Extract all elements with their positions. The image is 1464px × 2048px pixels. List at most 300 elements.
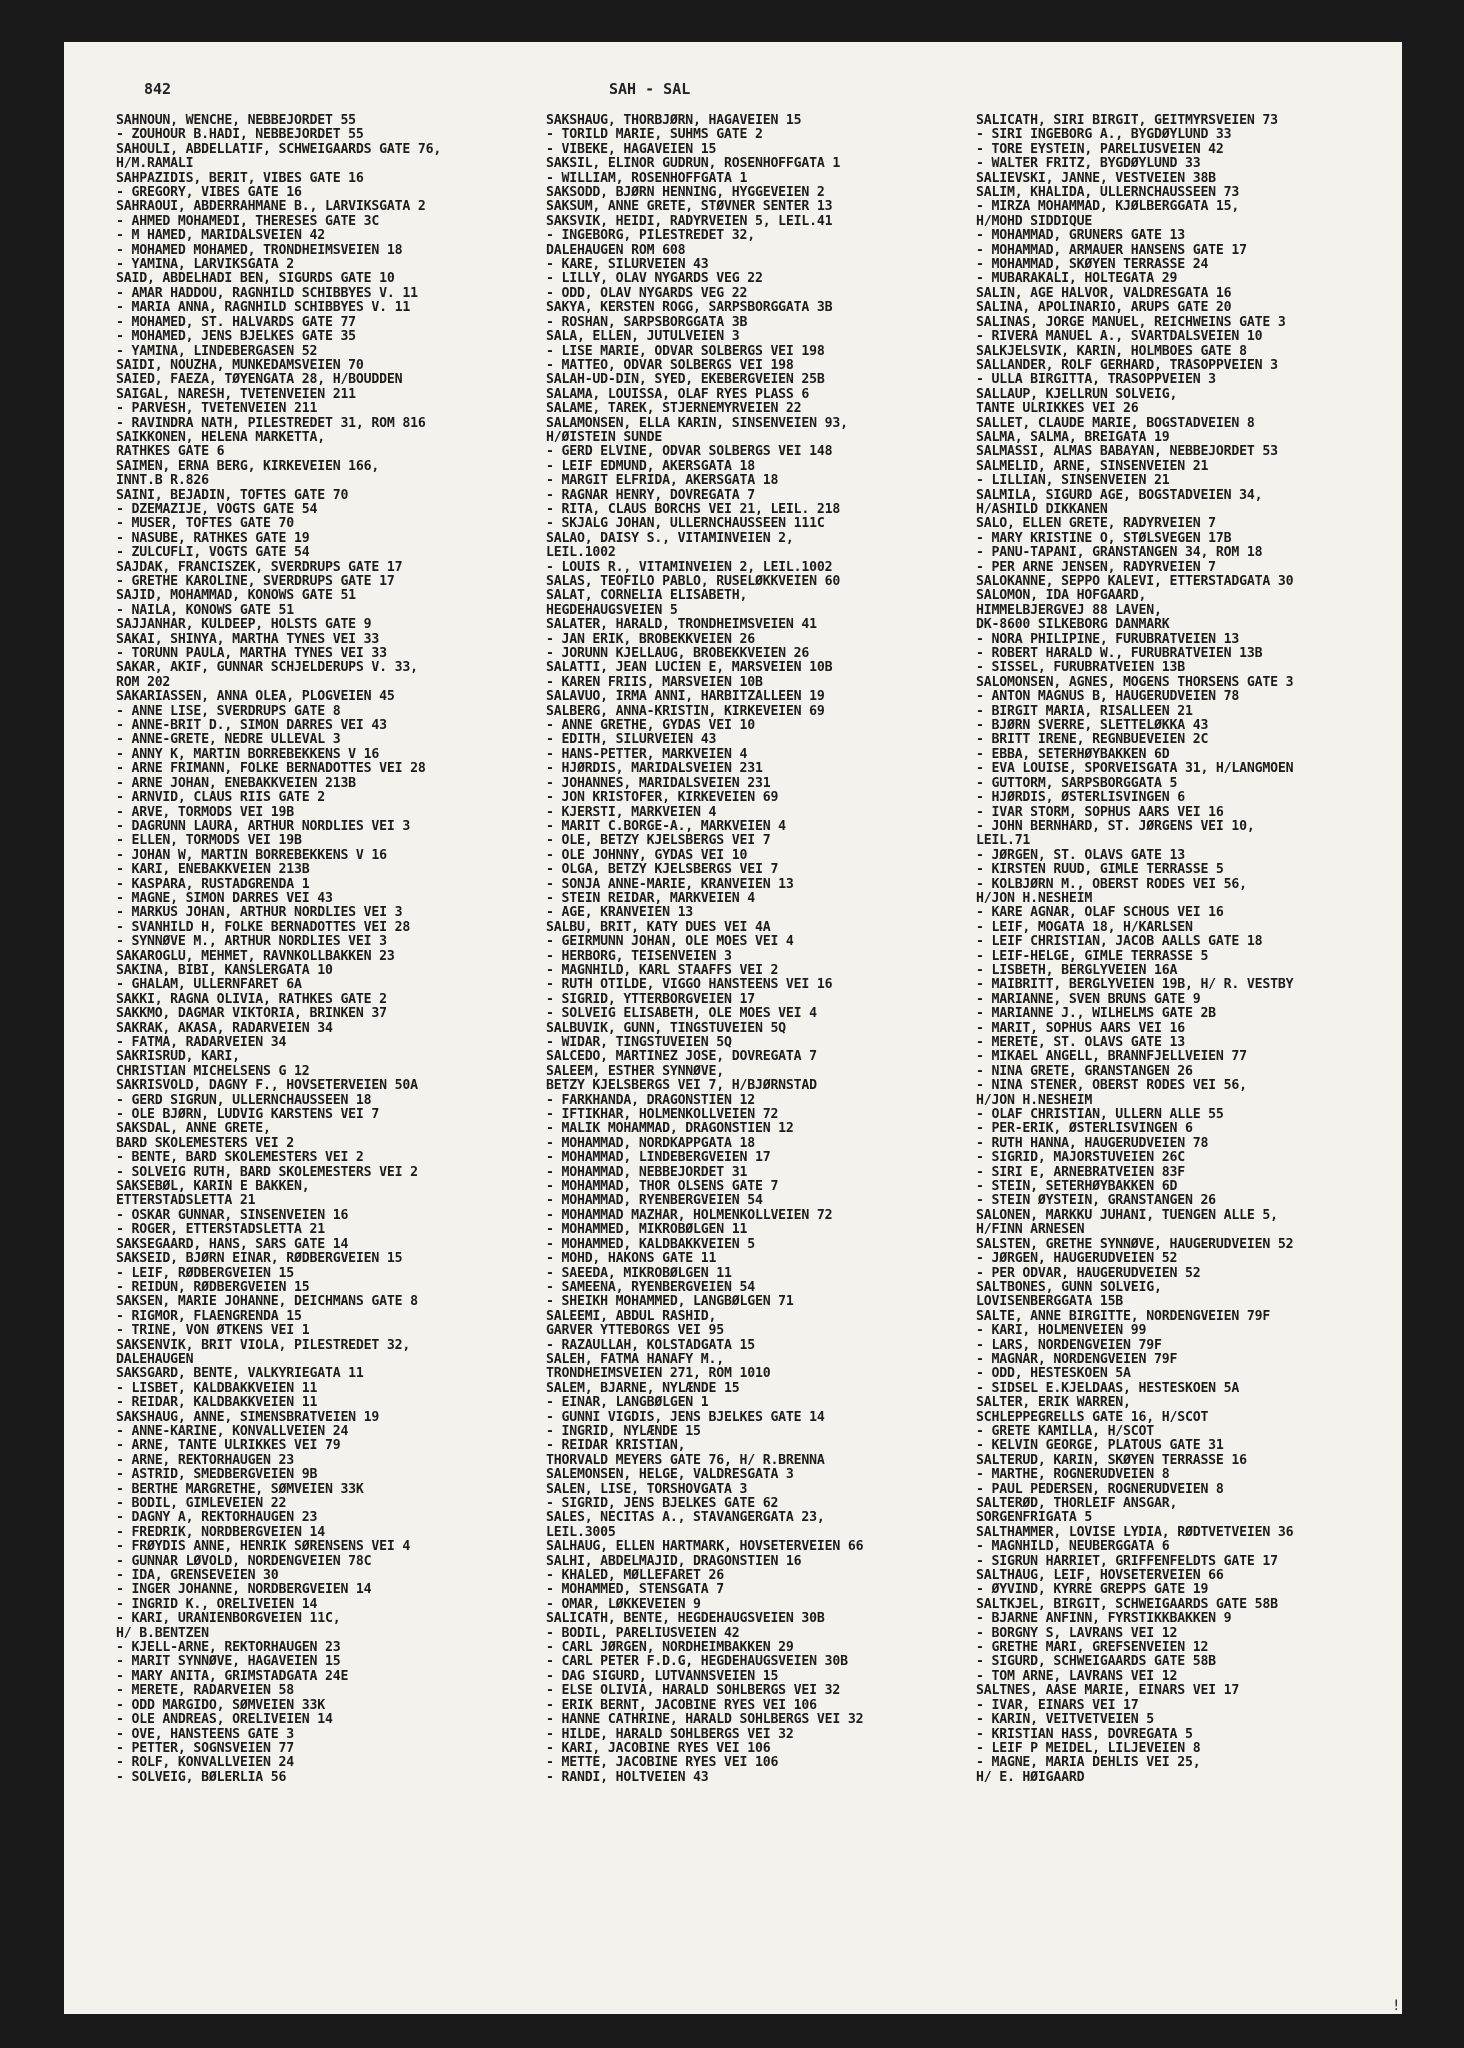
directory-entry: - REIDAR KRISTIAN, bbox=[546, 1439, 686, 1454]
directory-entry: SALMA, SALMA, BREIGATA 19 bbox=[976, 430, 1170, 445]
directory-entry: - GUNNAR LØVOLD, NORDENGVEIEN 78C bbox=[116, 1554, 372, 1569]
directory-entry: SAKAROGLU, MEHMET, RAVNKOLLBAKKEN 23 bbox=[116, 949, 395, 964]
directory-entry: H/FINN ARNESEN bbox=[976, 1223, 1085, 1238]
directory-entry: - NAILA, KONOWS GATE 51 bbox=[116, 603, 295, 618]
directory-entry: - KÅRE AGNAR, OLAF SCHOUS VEI 16 bbox=[976, 906, 1224, 921]
directory-entry: - KJERSTI, MARKVEIEN 4 bbox=[546, 805, 717, 820]
directory-entry: - MATTEO, ODVAR SOLBERGS VEI 198 bbox=[546, 358, 794, 373]
directory-entry: - ANNE LISE, SVERDRUPS GATE 8 bbox=[116, 704, 341, 719]
directory-entry: - SOLVEIG ELISABETH, OLE MOES VEI 4 bbox=[546, 1007, 817, 1022]
directory-entry: - SOLVEIG, BØLERLIA 56 bbox=[116, 1770, 287, 1785]
directory-entry: - MARGIT ELFRIDA, AKERSGATA 18 bbox=[546, 474, 779, 489]
directory-entry: SAIDI, NOUZHA, MUNKEDAMSVEIEN 70 bbox=[116, 358, 364, 373]
directory-entry: SALTBONES, GUNN SOLVEIG, bbox=[976, 1280, 1162, 1295]
directory-entry: H/JON H.NESHEIM bbox=[976, 891, 1093, 906]
directory-entry: - RIVERA MANUEL A., SVARTDALSVEIEN 10 bbox=[976, 330, 1263, 345]
directory-entry: - LEIF P MEIDEL, LILJEVEIEN 8 bbox=[976, 1741, 1201, 1756]
directory-entry: - SYNNØVE M., ARTHUR NORDLIES VEI 3 bbox=[116, 935, 387, 950]
directory-entry: - JØRGEN, HAUGERUDVEIEN 52 bbox=[976, 1252, 1178, 1267]
directory-entry: SAKSEGAARD, HANS, SARS GATE 14 bbox=[116, 1237, 349, 1252]
directory-entry: - NINA GRETE, GRANSTANGEN 26 bbox=[976, 1064, 1193, 1079]
directory-entry: - MOHD, HÅKONS GATE 11 bbox=[546, 1252, 717, 1267]
directory-page bbox=[64, 42, 1402, 2014]
directory-entry: SALBUVIK, GUNN, TINGSTUVEIEN 5Q bbox=[546, 1021, 786, 1036]
directory-entry: - IDA, GRENSEVEIEN 30 bbox=[116, 1569, 279, 1584]
directory-entry: - MOHAMMAD, SKØYEN TERRASSE 24 bbox=[976, 258, 1209, 273]
directory-entry: - NINA STENER, OBERST RODES VEI 56, bbox=[976, 1079, 1247, 1094]
directory-entry: LEIL.71 bbox=[976, 834, 1031, 849]
directory-entry: SALLANDER, ROLF GERHARD, TRASOPPVEIEN 3 bbox=[976, 358, 1278, 373]
directory-entry: SALMELID, ARNE, SINSENVEIEN 21 bbox=[976, 459, 1209, 474]
directory-entry: - MOHAMMAD, GRÜNERS GATE 13 bbox=[976, 229, 1185, 244]
directory-entry: - SIGURD, SCHWEIGAARDS GATE 58B bbox=[976, 1655, 1216, 1670]
directory-entry: - SKJALG JOHAN, ULLERNCHAUSSEEN 111C bbox=[546, 517, 825, 532]
directory-entry: - MARIT, SOPHUS AARS VEI 16 bbox=[976, 1021, 1185, 1036]
directory-entry: - INGRID, NYLÆNDE 15 bbox=[546, 1424, 701, 1439]
directory-entry: - MERETE, ST. OLAVS GATE 13 bbox=[976, 1036, 1185, 1050]
directory-entry: - FREDRIK, NORDBERGVEIEN 14 bbox=[116, 1525, 325, 1540]
directory-entry: - RANDI, HOLTVEIEN 43 bbox=[546, 1770, 709, 1785]
directory-entry: SAKSVIK, HEIDI, RADYRVEIEN 5, LEIL.41 bbox=[546, 214, 833, 229]
directory-entry: SAKSEID, BJØRN EINAR, RØDBERGVEIEN 15 bbox=[116, 1252, 403, 1267]
directory-entry: - MOHAMMAD, RYENBERGVEIEN 54 bbox=[546, 1194, 763, 1209]
directory-column-1 bbox=[116, 114, 534, 1785]
directory-entry: SALEEMI, ABDUL RASHID, bbox=[546, 1309, 717, 1324]
directory-entry: SALINA, APOLINARIO, ARUPS GATE 20 bbox=[976, 301, 1232, 316]
directory-entry: - IVAR, EINARS VEI 17 bbox=[976, 1698, 1139, 1713]
directory-entry: - FRØYDIS ANNE, HENRIK SØRENSENS VEI 4 bbox=[116, 1540, 411, 1555]
directory-entry: SAIED, FAEZA, TØYENGATA 28, H/BOUDDEN bbox=[116, 373, 403, 388]
directory-entry: HEGDEHAUGSVEIEN 5 bbox=[546, 603, 678, 618]
directory-entry: SAIGAL, NARESH, TVETENVEIEN 211 bbox=[116, 387, 356, 402]
directory-entry: - BJARNE ANFINN, FYRSTIKKBAKKEN 9 bbox=[976, 1612, 1232, 1627]
directory-entry: - HANNE CATHRINE, HARALD SOHLBERGS VEI 32 bbox=[546, 1713, 864, 1728]
directory-entry: SALHI, ABDELMAJID, DRAGONSTIEN 16 bbox=[546, 1554, 802, 1569]
directory-entry: - SAMEENA, RYENBERGVEIEN 54 bbox=[546, 1280, 755, 1295]
directory-entry: - REIDUN, RØDBERGVEIEN 15 bbox=[116, 1280, 310, 1295]
directory-entry: - ANNE GRETHE, GYDAS VEI 10 bbox=[546, 719, 755, 734]
directory-entry: - M HAMED, MARIDALSVEIEN 42 bbox=[116, 229, 325, 244]
directory-entry: - LOUIS R., VITAMINVEIEN 2, LEIL.1002 bbox=[546, 560, 833, 575]
directory-entry: SALTHAMMER, LOVISE LYDIA, RØDTVETVEIEN 36 bbox=[976, 1525, 1294, 1540]
directory-entry: - BIRGIT MARIA, RISALLEEN 21 bbox=[976, 704, 1193, 719]
directory-entry: - GERD SIGRUN, ULLERNCHAUSSEEN 18 bbox=[116, 1093, 372, 1108]
directory-entry: SAKRISRUD, KARI, bbox=[116, 1050, 240, 1065]
directory-entry: SALONEN, MARKKU JUHANI, TUENGEN ALLE 5, bbox=[976, 1208, 1278, 1223]
directory-entry: - MARIANNE, SVEN BRUNS GATE 9 bbox=[976, 992, 1201, 1007]
directory-entry: SALES, NECITAS A., STAVANGERGATA 23, bbox=[546, 1511, 825, 1526]
directory-entry: SALTE, ANNE BIRGITTE, NORDENGVEIEN 79F bbox=[976, 1309, 1271, 1324]
directory-entry: - ZOUHOUR B.HADI, NEBBEJORDET 55 bbox=[116, 128, 364, 143]
directory-entry: - KELVIN GEORGE, PLATOUS GATE 31 bbox=[976, 1439, 1224, 1454]
directory-entry: SAID, ABDELHADI BEN, SIGURDS GATE 10 bbox=[116, 272, 395, 287]
directory-entry: SAKAI, SHINYA, MARTHA TYNES VEI 33 bbox=[116, 632, 380, 647]
directory-entry: SALLET, CLAUDE MARIE, BOGSTADVEIEN 8 bbox=[976, 416, 1255, 431]
directory-entry: SAKSGÅRD, BENTE, VALKYRIEGATA 11 bbox=[116, 1367, 364, 1382]
directory-entry: - MALIK MOHAMMAD, DRAGONSTIEN 12 bbox=[546, 1122, 794, 1137]
directory-entry: - LILLIAN, SINSENVEIEN 21 bbox=[976, 474, 1170, 489]
directory-entry: SALTKJEL, BIRGIT, SCHWEIGAARDS GATE 58B bbox=[976, 1597, 1278, 1612]
directory-entry: - OLGA, BETZY KJELSBERGS VEI 7 bbox=[546, 863, 779, 878]
directory-entry: - PER ODVAR, HAUGERUDVEIEN 52 bbox=[976, 1266, 1201, 1281]
directory-entry: CHRISTIAN MICHELSENS G 12 bbox=[116, 1064, 310, 1079]
directory-entry: SALMILA, SIGURD ÅGE, BOGSTADVEIEN 34, bbox=[976, 488, 1263, 503]
directory-entry: ETTERSTADSLETTA 21 bbox=[116, 1194, 256, 1209]
directory-entry: - MIKAEL ANGELL, BRANNFJELLVEIEN 77 bbox=[976, 1050, 1247, 1065]
directory-entry: - ØYVIND, KYRRE GREPPS GATE 19 bbox=[976, 1583, 1209, 1598]
directory-entry: SALEH, FATMA HANAFY M., bbox=[546, 1352, 725, 1367]
directory-entry: SAKSHAUG, ANNE, SIMENSBRÅTVEIEN 19 bbox=[116, 1410, 380, 1425]
directory-entry: - PAUL PEDERSEN, ROGNERUDVEIEN 8 bbox=[976, 1482, 1224, 1497]
directory-entry: - GUTTORM, SARPSBORGGATA 5 bbox=[976, 776, 1178, 791]
directory-entry: - HANS-PETTER, MARKVEIEN 4 bbox=[546, 747, 748, 762]
directory-entry: - MAGNHILD, NEUBERGGATA 6 bbox=[976, 1540, 1170, 1555]
directory-entry: - GEIRMUNN JOHAN, OLE MOES VEI 4 bbox=[546, 935, 794, 950]
directory-entry: SALSTEN, GRETHE SYNNØVE, HAUGERUDVEIEN 52 bbox=[976, 1237, 1294, 1252]
directory-entry: - JORUNN KJELLAUG, BROBEKKVEIEN 26 bbox=[546, 647, 810, 662]
directory-entry: - HERBORG, TEISENVEIEN 3 bbox=[546, 949, 732, 964]
directory-entry: - LEIF CHRISTIAN, JACOB AALLS GATE 18 bbox=[976, 935, 1263, 950]
directory-entry: - WALTER FRITZ, BYGDØYLUND 33 bbox=[976, 157, 1201, 172]
directory-entry: SAKARIASSEN, ANNA OLEA, PLOGVEIEN 45 bbox=[116, 690, 395, 705]
directory-entry: SALAME, TAREK, STJERNEMYRVEIEN 22 bbox=[546, 402, 802, 417]
directory-entry: SALBERG, ANNA-KRISTIN, KIRKEVEIEN 69 bbox=[546, 704, 825, 719]
directory-column-3 bbox=[976, 114, 1394, 1785]
directory-entry: SAKKMO, DAGMAR VIKTORIA, BRINKEN 37 bbox=[116, 1007, 387, 1022]
directory-entry: - BODIL, PARELIUSVEIEN 42 bbox=[546, 1626, 740, 1641]
directory-entry: - ZULCUFLI, VOGTS GATE 54 bbox=[116, 546, 310, 561]
directory-entry: - IFTIKHAR, HOLMENKOLLVEIEN 72 bbox=[546, 1108, 779, 1123]
directory-entry: - HJØRDIS, MARIDALSVEIEN 231 bbox=[546, 762, 763, 777]
directory-entry: - JOHN BERNHARD, ST. JØRGENS VEI 10, bbox=[976, 819, 1255, 834]
directory-entry: - MOHAMMAD, LINDEBERGVEIEN 17 bbox=[546, 1151, 771, 1166]
directory-entry: - KJELL-ARNE, REKTORHAUGEN 23 bbox=[116, 1641, 341, 1656]
directory-entry: - DZEMAZIJE, VOGTS GATE 54 bbox=[116, 502, 318, 517]
directory-entry: DALEHAUGEN ROM 608 bbox=[546, 243, 686, 258]
directory-entry: SALTNES, AASE MARIE, EINARS VEI 17 bbox=[976, 1684, 1240, 1699]
directory-entry: - ASTRID, SMEDBERGVEIEN 9B bbox=[116, 1468, 318, 1483]
directory-entry: SALIEVSKI, JANNE, VESTVEIEN 38B bbox=[976, 171, 1216, 186]
directory-entry: SALIN, ÅGE HALVOR, VALDRESGATA 16 bbox=[976, 286, 1232, 301]
directory-entry: - TORILD MARIE, SUHMS GATE 2 bbox=[546, 128, 763, 143]
directory-entry: - KOLBJØRN M., OBERST RODES VEI 56, bbox=[976, 877, 1247, 892]
directory-entry: H/ØISTEIN SUNDE bbox=[546, 430, 663, 445]
directory-entry: SALBU, BRIT, KATY DUES VEI 4A bbox=[546, 920, 771, 935]
directory-entry: SORGENFRIGATA 5 bbox=[976, 1511, 1093, 1526]
directory-entry: - TOM ARNE, LAVRANS VEI 12 bbox=[976, 1669, 1178, 1684]
directory-entry: - ANNY K, MARTIN BORREBEKKENS V 16 bbox=[116, 747, 380, 762]
directory-entry: - ROGER, ETTERSTADSLETTA 21 bbox=[116, 1223, 325, 1238]
directory-entry: SAKINA, BIBI, KANSLERGATA 10 bbox=[116, 963, 333, 978]
directory-entry: - NASUBE, RATHKES GATE 19 bbox=[116, 531, 310, 546]
directory-entry: SCHLEPPEGRELLS GATE 16, H/SCOT bbox=[976, 1410, 1209, 1425]
directory-entry: - PETTER, SOGNSVEIEN 77 bbox=[116, 1741, 295, 1756]
directory-entry: SALHAUG, ELLEN HARTMARK, HOVSETERVEIEN 66 bbox=[546, 1540, 864, 1555]
directory-entry: - GUNNI VIGDIS, JENS BJELKES GATE 14 bbox=[546, 1410, 825, 1425]
directory-entry: - MOHAMMAD MAZHAR, HOLMENKOLLVEIEN 72 bbox=[546, 1208, 833, 1223]
directory-entry: SALOMON, IDA HOFGAARD, bbox=[976, 589, 1147, 604]
directory-entry: - RAVINDRA NATH, PILESTREDET 31, ROM 816 bbox=[116, 416, 426, 431]
directory-entry: - OLE, BETZY KJELSBERGS VEI 7 bbox=[546, 834, 771, 849]
directory-entry: TRONDHEIMSVEIEN 271, ROM 1010 bbox=[546, 1367, 771, 1382]
directory-entry: - CARL PETER F.D.G, HEGDEHAUGSVEIEN 30B bbox=[546, 1655, 848, 1670]
directory-entry: - MOHAMED, ST. HALVARDS GATE 77 bbox=[116, 315, 356, 330]
directory-entry: - MARIT SYNNØVE, HAGAVEIEN 15 bbox=[116, 1655, 341, 1670]
directory-entry: H/ E. HØIGAARD bbox=[976, 1770, 1085, 1785]
directory-entry: - ARVE, TORMODS VEI 19B bbox=[116, 805, 295, 820]
directory-entry: - ARNE JOHAN, ENEBAKKVEIEN 213B bbox=[116, 776, 356, 791]
directory-entry: - OLE BJØRN, LUDVIG KARSTENS VEI 7 bbox=[116, 1108, 380, 1123]
directory-entry: - INGRID K., ORELIVEIEN 14 bbox=[116, 1597, 318, 1612]
directory-entry: - MAIBRITT, BERGLYVEIEN 19B, H/ R. VESTBY bbox=[976, 978, 1294, 993]
directory-entry: SALKJELSVIK, KARIN, HOLMBOES GATE 8 bbox=[976, 344, 1247, 359]
directory-entry: SALEM, BJARNE, NYLÆNDE 15 bbox=[546, 1381, 740, 1396]
directory-entry: SAKRAK, AKASA, RADARVEIEN 34 bbox=[116, 1021, 333, 1036]
directory-entry: - ÅGE, KRANVEIEN 13 bbox=[546, 906, 694, 921]
directory-entry: - SIGRUN HARRIET, GRIFFENFELDTS GATE 17 bbox=[976, 1554, 1278, 1569]
directory-entry: - OMAR, LØKKEVEIEN 9 bbox=[546, 1597, 701, 1612]
directory-entry: - AMAR HADDOU, RAGNHILD SCHIBBYES V. 11 bbox=[116, 286, 418, 301]
directory-entry: SALA, ELLEN, JUTULVEIEN 3 bbox=[546, 330, 740, 345]
directory-entry: - OLAF CHRISTIAN, ULLERN ALLE 55 bbox=[976, 1108, 1224, 1123]
directory-entry: - HJØRDIS, ØSTERLISVINGEN 6 bbox=[976, 791, 1185, 806]
directory-entry: - ELSE OLIVIA, HARALD SOHLBERGS VEI 32 bbox=[546, 1684, 841, 1699]
directory-entry: - KARI, JACOBINE RYES VEI 106 bbox=[546, 1741, 771, 1756]
directory-entry: - PANU-TAPANI, GRANSTANGEN 34, ROM 18 bbox=[976, 546, 1263, 561]
directory-entry: SAKSDAL, ANNE GRETE, bbox=[116, 1122, 271, 1137]
directory-entry: - LEIF EDMUND, AKERSGATA 18 bbox=[546, 459, 755, 474]
directory-entry: LEIL.1002 bbox=[546, 546, 616, 561]
directory-entry: SALAH-UD-DIN, SYED, EKEBERGVEIEN 25B bbox=[546, 373, 825, 388]
directory-entry: - INGEBORG, PILESTREDET 32, bbox=[546, 229, 755, 244]
directory-entry: - MAGNHILD, KARL STAAFFS VEI 2 bbox=[546, 963, 779, 978]
directory-entry: HIMMELBJERGVEJ 88 LAVEN, bbox=[976, 603, 1162, 618]
directory-entry: SALEMONSEN, HELGE, VALDRESGATA 3 bbox=[546, 1468, 794, 1483]
directory-entry: SAINI, BEJADIN, TOFTES GATE 70 bbox=[116, 488, 349, 503]
directory-entry: - SHEIKH MOHAMMED, LANGBØLGEN 71 bbox=[546, 1295, 794, 1310]
page-range-heading: SAH - SAL bbox=[609, 80, 691, 98]
directory-entry: THORVALD MEYERS GATE 76, H/ R.BRENNA bbox=[546, 1453, 825, 1468]
directory-entry: - MOHAMMED, KALDBAKKVEIEN 5 bbox=[546, 1237, 755, 1252]
directory-entry: LOVISENBERGGATA 15B bbox=[976, 1295, 1124, 1310]
directory-entry: - ANNE-GRETE, NEDRE ULLEVAL 3 bbox=[116, 733, 341, 748]
directory-entry: - MARIA ANNA, RAGNHILD SCHIBBYES V. 11 bbox=[116, 301, 411, 316]
directory-entry: SAKKI, RAGNA OLIVIA, RATHKES GATE 2 bbox=[116, 992, 387, 1007]
directory-entry: SAKRISVOLD, DAGNY F., HOVSETERVEIEN 50A bbox=[116, 1079, 418, 1094]
directory-entry: - INGER JOHANNE, NORDBERGVEIEN 14 bbox=[116, 1583, 372, 1598]
directory-entry: SALAS, TEÓFILO PABLO, RUSELØKKVEIEN 60 bbox=[546, 575, 841, 589]
directory-entry: - BERTHE MARGRETHE, SØMVEIEN 33K bbox=[116, 1482, 364, 1497]
directory-entry: - METTE, JACOBINE RYES VEI 106 bbox=[546, 1756, 779, 1771]
directory-entry: - BODIL, GIMLEVEIEN 22 bbox=[116, 1497, 287, 1511]
directory-entry: SALCEDO, MARTINEZ JOSE, DOVREGATA 7 bbox=[546, 1050, 817, 1065]
directory-entry: - MOHAMMED, STENSGATA 7 bbox=[546, 1583, 725, 1598]
directory-entry: - ULLA BIRGITTA, TRASOPPVEIEN 3 bbox=[976, 373, 1216, 388]
directory-entry: SAHNOUN, WENCHE, NEBBEJORDET 55 bbox=[116, 114, 356, 128]
directory-entry: - LISBETH, BERGLYVEIEN 16A bbox=[976, 963, 1178, 978]
directory-entry: - RAZAULLAH, KOLSTADGATA 15 bbox=[546, 1338, 755, 1353]
directory-entry: DK-8600 SILKEBORG DANMARK bbox=[976, 618, 1170, 633]
directory-entry: - STEIN REIDAR, MARKVEIEN 4 bbox=[546, 891, 755, 906]
directory-entry: - MOHAMMED, MIKROBØLGEN 11 bbox=[546, 1223, 748, 1238]
directory-entry: - SISSEL, FURUBRÅTVEIEN 13B bbox=[976, 661, 1185, 676]
directory-entry: - BRITT IRENE, REGNBUEVEIEN 2C bbox=[976, 733, 1209, 748]
directory-entry: - EDITH, SILURVEIEN 43 bbox=[546, 733, 717, 748]
directory-entry: BETZY KJELSBERGS VEI 7, H/BJØRNSTAD bbox=[546, 1079, 817, 1094]
directory-entry: - GRETE KAMILLA, H/SCOT bbox=[976, 1424, 1155, 1439]
directory-entry: - MARTHE, ROGNERUDVEIEN 8 bbox=[976, 1468, 1170, 1483]
directory-entry: DALEHAUGEN bbox=[116, 1352, 194, 1367]
directory-entry: - ELLEN, TORMODS VEI 19B bbox=[116, 834, 302, 849]
directory-entry: H/MOHD SIDDIQUE bbox=[976, 214, 1093, 229]
directory-entry: - ERIK BERNT, JACOBINE RYES VEI 106 bbox=[546, 1698, 817, 1713]
directory-entry: - MARKUS JOHAN, ARTHUR NORDLIES VEI 3 bbox=[116, 906, 403, 921]
directory-entry: - ROLF, KONVALLVEIEN 24 bbox=[116, 1756, 295, 1771]
directory-entry: - EBBA, SETERHØYBAKKEN 6D bbox=[976, 747, 1170, 762]
directory-entry: SALMASSI, ALMAS BABAYAN, NEBBEJORDET 53 bbox=[976, 445, 1278, 460]
directory-entry: - BENTE, BÅRD SKOLEMESTERS VEI 2 bbox=[116, 1151, 364, 1166]
directory-entry: SALIM, KHALIDA, ULLERNCHAUSSEEN 73 bbox=[976, 186, 1240, 201]
footer-mark: ! bbox=[1392, 1998, 1401, 2014]
directory-entry: SALTERØD, THORLEIF ANSGAR, bbox=[976, 1497, 1178, 1511]
directory-entry: - REIDAR, KALDBAKKVEIEN 11 bbox=[116, 1396, 318, 1411]
directory-entry: - VIBEKE, HAGAVEIEN 15 bbox=[546, 142, 717, 157]
directory-entry: SAKSEBØL, KARIN E BAKKEN, bbox=[116, 1180, 310, 1195]
directory-entry: SALLAUP, KJELLRUN SOLVEIG, bbox=[976, 387, 1178, 402]
directory-entry: - TORUNN PAULA, MARTHA TYNES VEI 33 bbox=[116, 647, 387, 662]
directory-entry: - LEIF, RØDBERGVEIEN 15 bbox=[116, 1266, 295, 1281]
directory-entry: - KHALED, MØLLEFARET 26 bbox=[546, 1569, 725, 1584]
directory-entry: - PER-ERIK, ØSTERLISVINGEN 6 bbox=[976, 1122, 1193, 1137]
directory-entry: - ARNE FRIMANN, FOLKE BERNADOTTES VEI 28 bbox=[116, 762, 426, 777]
directory-entry: - RUTH HANNA, HAUGERUDVEIEN 78 bbox=[976, 1136, 1209, 1151]
directory-entry: - EINAR, LANGBØLGEN 1 bbox=[546, 1396, 709, 1411]
directory-entry: SALATTI, JEAN LUCIEN E, MARSVEIEN 10B bbox=[546, 661, 833, 676]
directory-entry: SAJJANHAR, KULDEEP, HOLSTS GATE 9 bbox=[116, 618, 372, 633]
directory-entry: - SONJA ANNE-MARIE, KRANVEIEN 13 bbox=[546, 877, 794, 892]
directory-entry: - MUBARAKALI, HOLTEGATA 29 bbox=[976, 272, 1178, 287]
directory-entry: - SIRI E, ARNEBRÅTVEIEN 83F bbox=[976, 1165, 1185, 1180]
directory-entry: - KARI, ENEBAKKVEIEN 213B bbox=[116, 863, 310, 878]
directory-entry: - OVE, HANSTEENS GATE 3 bbox=[116, 1727, 295, 1742]
directory-entry: - ODD MARGIDO, SØMVEIEN 33K bbox=[116, 1698, 325, 1713]
directory-entry: - ANTON MAGNUS B, HAUGERUDVEIEN 78 bbox=[976, 690, 1240, 705]
directory-entry: SAKAR, AKIF, GUNNAR SCHJELDERUPS V. 33, bbox=[116, 661, 418, 676]
directory-entry: - ROBERT HARALD W., FURUBRÅTVEIEN 13B bbox=[976, 647, 1263, 662]
directory-entry: - KARI, HOLMENVEIEN 99 bbox=[976, 1324, 1147, 1339]
directory-entry: SALOMONSEN, AGNES, MOGENS THORSENS GATE 3 bbox=[976, 675, 1294, 690]
directory-entry: - SIGRID, MAJORSTUVEIEN 26C bbox=[976, 1151, 1185, 1166]
directory-entry: - HILDE, HARALD SOHLBERGS VEI 32 bbox=[546, 1727, 794, 1742]
directory-entry: - DAGNY A, REKTORHAUGEN 23 bbox=[116, 1511, 318, 1526]
directory-entry: - KASPARA, RUSTADGRENDA 1 bbox=[116, 877, 310, 892]
directory-entry: SAKSENVIK, BRIT VIOLA, PILESTREDET 32, bbox=[116, 1338, 411, 1353]
directory-entry: SAJID, MOHAMMAD, KONOWS GATE 51 bbox=[116, 589, 356, 604]
directory-entry: - LARS, NORDENGVEIEN 79F bbox=[976, 1338, 1162, 1353]
directory-entry: - JON KRISTOFER, KIRKEVEIEN 69 bbox=[546, 791, 779, 806]
directory-entry: - JØRGEN, ST. OLAVS GATE 13 bbox=[976, 848, 1185, 863]
directory-entry: - JOHANNES, MARIDALSVEIEN 231 bbox=[546, 776, 771, 791]
directory-entry: - STEIN ØYSTEIN, GRANSTANGEN 26 bbox=[976, 1194, 1216, 1209]
directory-entry: - JAN ERIK, BROBEKKVEIEN 26 bbox=[546, 632, 755, 647]
directory-entry: - MAGNAR, NORDENGVEIEN 79F bbox=[976, 1352, 1178, 1367]
directory-entry: - BJØRN SVERRE, SLETTELØKKA 43 bbox=[976, 719, 1209, 734]
directory-entry: - DAGRUNN LAURA, ARTHUR NORDLIES VEI 3 bbox=[116, 819, 411, 834]
directory-entry: - MOHAMMAD, NEBBEJORDET 31 bbox=[546, 1165, 748, 1180]
directory-entry: - SOLVEIG RUTH, BÅRD SKOLEMESTERS VEI 2 bbox=[116, 1165, 418, 1180]
directory-entry: SALAO, DAISY S., VITAMINVEIEN 2, bbox=[546, 531, 794, 546]
directory-entry: SALAMA, LOUISSA, OLAF RYES PLASS 6 bbox=[546, 387, 810, 402]
directory-entry: - JOHAN W, MARTIN BORREBEKKENS V 16 bbox=[116, 848, 387, 863]
directory-entry: SAKSUM, ANNE GRETE, STØVNER SENTER 13 bbox=[546, 200, 833, 215]
directory-entry: - LEIF-HELGE, GIMLE TERRASSE 5 bbox=[976, 949, 1209, 964]
directory-entry: - LEIF, MOGATA 18, H/KARLSEN bbox=[976, 920, 1193, 935]
directory-entry: - ARNVID, CLAUS RIIS GATE 2 bbox=[116, 791, 325, 806]
directory-entry: - MERETE, RADARVEIEN 58 bbox=[116, 1684, 295, 1699]
directory-entry: - KARIN, VEITVETVEIEN 5 bbox=[976, 1713, 1155, 1728]
directory-entry: RATHKES GATE 6 bbox=[116, 445, 225, 460]
directory-entry: - STEIN, SETERHØYBAKKEN 6D bbox=[976, 1180, 1178, 1195]
directory-entry: - RAGNAR HENRY, DOVREGATA 7 bbox=[546, 488, 755, 503]
directory-entry: SALICATH, BENTE, HEGDEHAUGSVEIEN 30B bbox=[546, 1612, 825, 1627]
directory-entry: - ROSHAN, SARPSBORGGATA 3B bbox=[546, 315, 748, 330]
directory-entry: - MAGNE, SIMON DARRES VEI 43 bbox=[116, 891, 333, 906]
directory-entry: - PER ARNE JENSEN, RÅDYRVEIEN 7 bbox=[976, 560, 1216, 575]
directory-entry: SALINAS, JORGE MANUEL, REICHWEINS GATE 3 bbox=[976, 315, 1286, 330]
directory-entry: LEIL.3005 bbox=[546, 1525, 616, 1540]
directory-entry: SALAMONSEN, ELLA KARIN, SINSENVEIEN 93, bbox=[546, 416, 848, 431]
directory-entry: SAKSHAUG, THORBJØRN, HAGAVEIEN 15 bbox=[546, 114, 802, 128]
directory-entry: SAKSEN, MARIE JOHANNE, DEICHMANS GATE 8 bbox=[116, 1295, 418, 1310]
directory-entry: - PARVESH, TVETENVEIEN 211 bbox=[116, 402, 318, 417]
directory-entry: - GRETHE MARI, GREFSENVEIEN 12 bbox=[976, 1641, 1209, 1656]
directory-entry: SAKSODD, BJØRN HENNING, HYGGEVEIEN 2 bbox=[546, 186, 825, 201]
directory-entry: - MOHAMMAD, ARMAUER HANSENS GATE 17 bbox=[976, 243, 1247, 258]
directory-entry: - ARNE, TANTE ULRIKKES VEI 79 bbox=[116, 1439, 341, 1454]
directory-entry: - RITA, CLAUS BORCHS VEI 21, LEIL. 218 bbox=[546, 502, 841, 517]
directory-entry: TANTE ULRIKKES VEI 26 bbox=[976, 402, 1139, 417]
directory-entry: ROM 202 bbox=[116, 675, 171, 690]
directory-entry: SALAVUO, IRMA ANNI, HARBITZALLEEN 19 bbox=[546, 690, 825, 705]
directory-entry: SAIKKONEN, HELENA MARKETTA, bbox=[116, 430, 325, 445]
directory-entry: - SAEEDA, MIKROBØLGEN 11 bbox=[546, 1266, 732, 1281]
directory-entry: GARVER YTTEBORGS VEI 95 bbox=[546, 1324, 725, 1339]
directory-entry: - MARY KRISTINE O, STØLSVEGEN 17B bbox=[976, 531, 1232, 546]
directory-entry: - KRISTIAN HASS, DOVREGATA 5 bbox=[976, 1727, 1193, 1742]
directory-entry: SALTERUD, KARIN, SKØYEN TERRASSE 16 bbox=[976, 1453, 1247, 1468]
directory-entry: - GHALAM, ULLERNFARET 6A bbox=[116, 978, 302, 993]
directory-entry: - FATMA, RADARVEIEN 34 bbox=[116, 1036, 287, 1050]
directory-entry: - ARNE, REKTORHAUGEN 23 bbox=[116, 1453, 295, 1468]
directory-entry: SALO, ELLEN GRETE, RÅDYRVEIEN 7 bbox=[976, 517, 1216, 532]
directory-entry: - MARIANNE J., WILHELMS GATE 2B bbox=[976, 1007, 1216, 1022]
directory-entry: - OLE JOHNNY, GYDAS VEI 10 bbox=[546, 848, 748, 863]
directory-entry: SALEN, LISE, TORSHOVGATA 3 bbox=[546, 1482, 748, 1497]
directory-entry: SAHPAZIDIS, BERIT, VIBES GATE 16 bbox=[116, 171, 364, 186]
directory-entry: - YAMINA, LARVIKSGATA 2 bbox=[116, 258, 295, 273]
directory-entry: - MOHAMMAD, NORDKAPPGATA 18 bbox=[546, 1136, 755, 1151]
directory-entry: - TORE EYSTEIN, PARELIUSVEIEN 42 bbox=[976, 142, 1224, 157]
directory-entry: BÅRD SKOLEMESTERS VEI 2 bbox=[116, 1136, 295, 1151]
directory-entry: - ODD, OLAV NYGARDS VEG 22 bbox=[546, 286, 748, 301]
directory-entry: SALTER, ERIK WARREN, bbox=[976, 1396, 1131, 1411]
directory-entry: - WILLIAM, ROSENHOFFGATA 1 bbox=[546, 171, 748, 186]
directory-entry: - KIRSTEN RUUD, GIMLE TERRASSE 5 bbox=[976, 863, 1224, 878]
directory-entry: - YAMINA, LINDEBERGÅSEN 52 bbox=[116, 344, 318, 359]
directory-column-2 bbox=[546, 114, 964, 1785]
directory-entry: - SIDSEL E.KJELDAAS, HESTESKOEN 5A bbox=[976, 1381, 1240, 1396]
directory-entry: - ANNE-KARINE, KONVALLVEIEN 24 bbox=[116, 1424, 349, 1439]
